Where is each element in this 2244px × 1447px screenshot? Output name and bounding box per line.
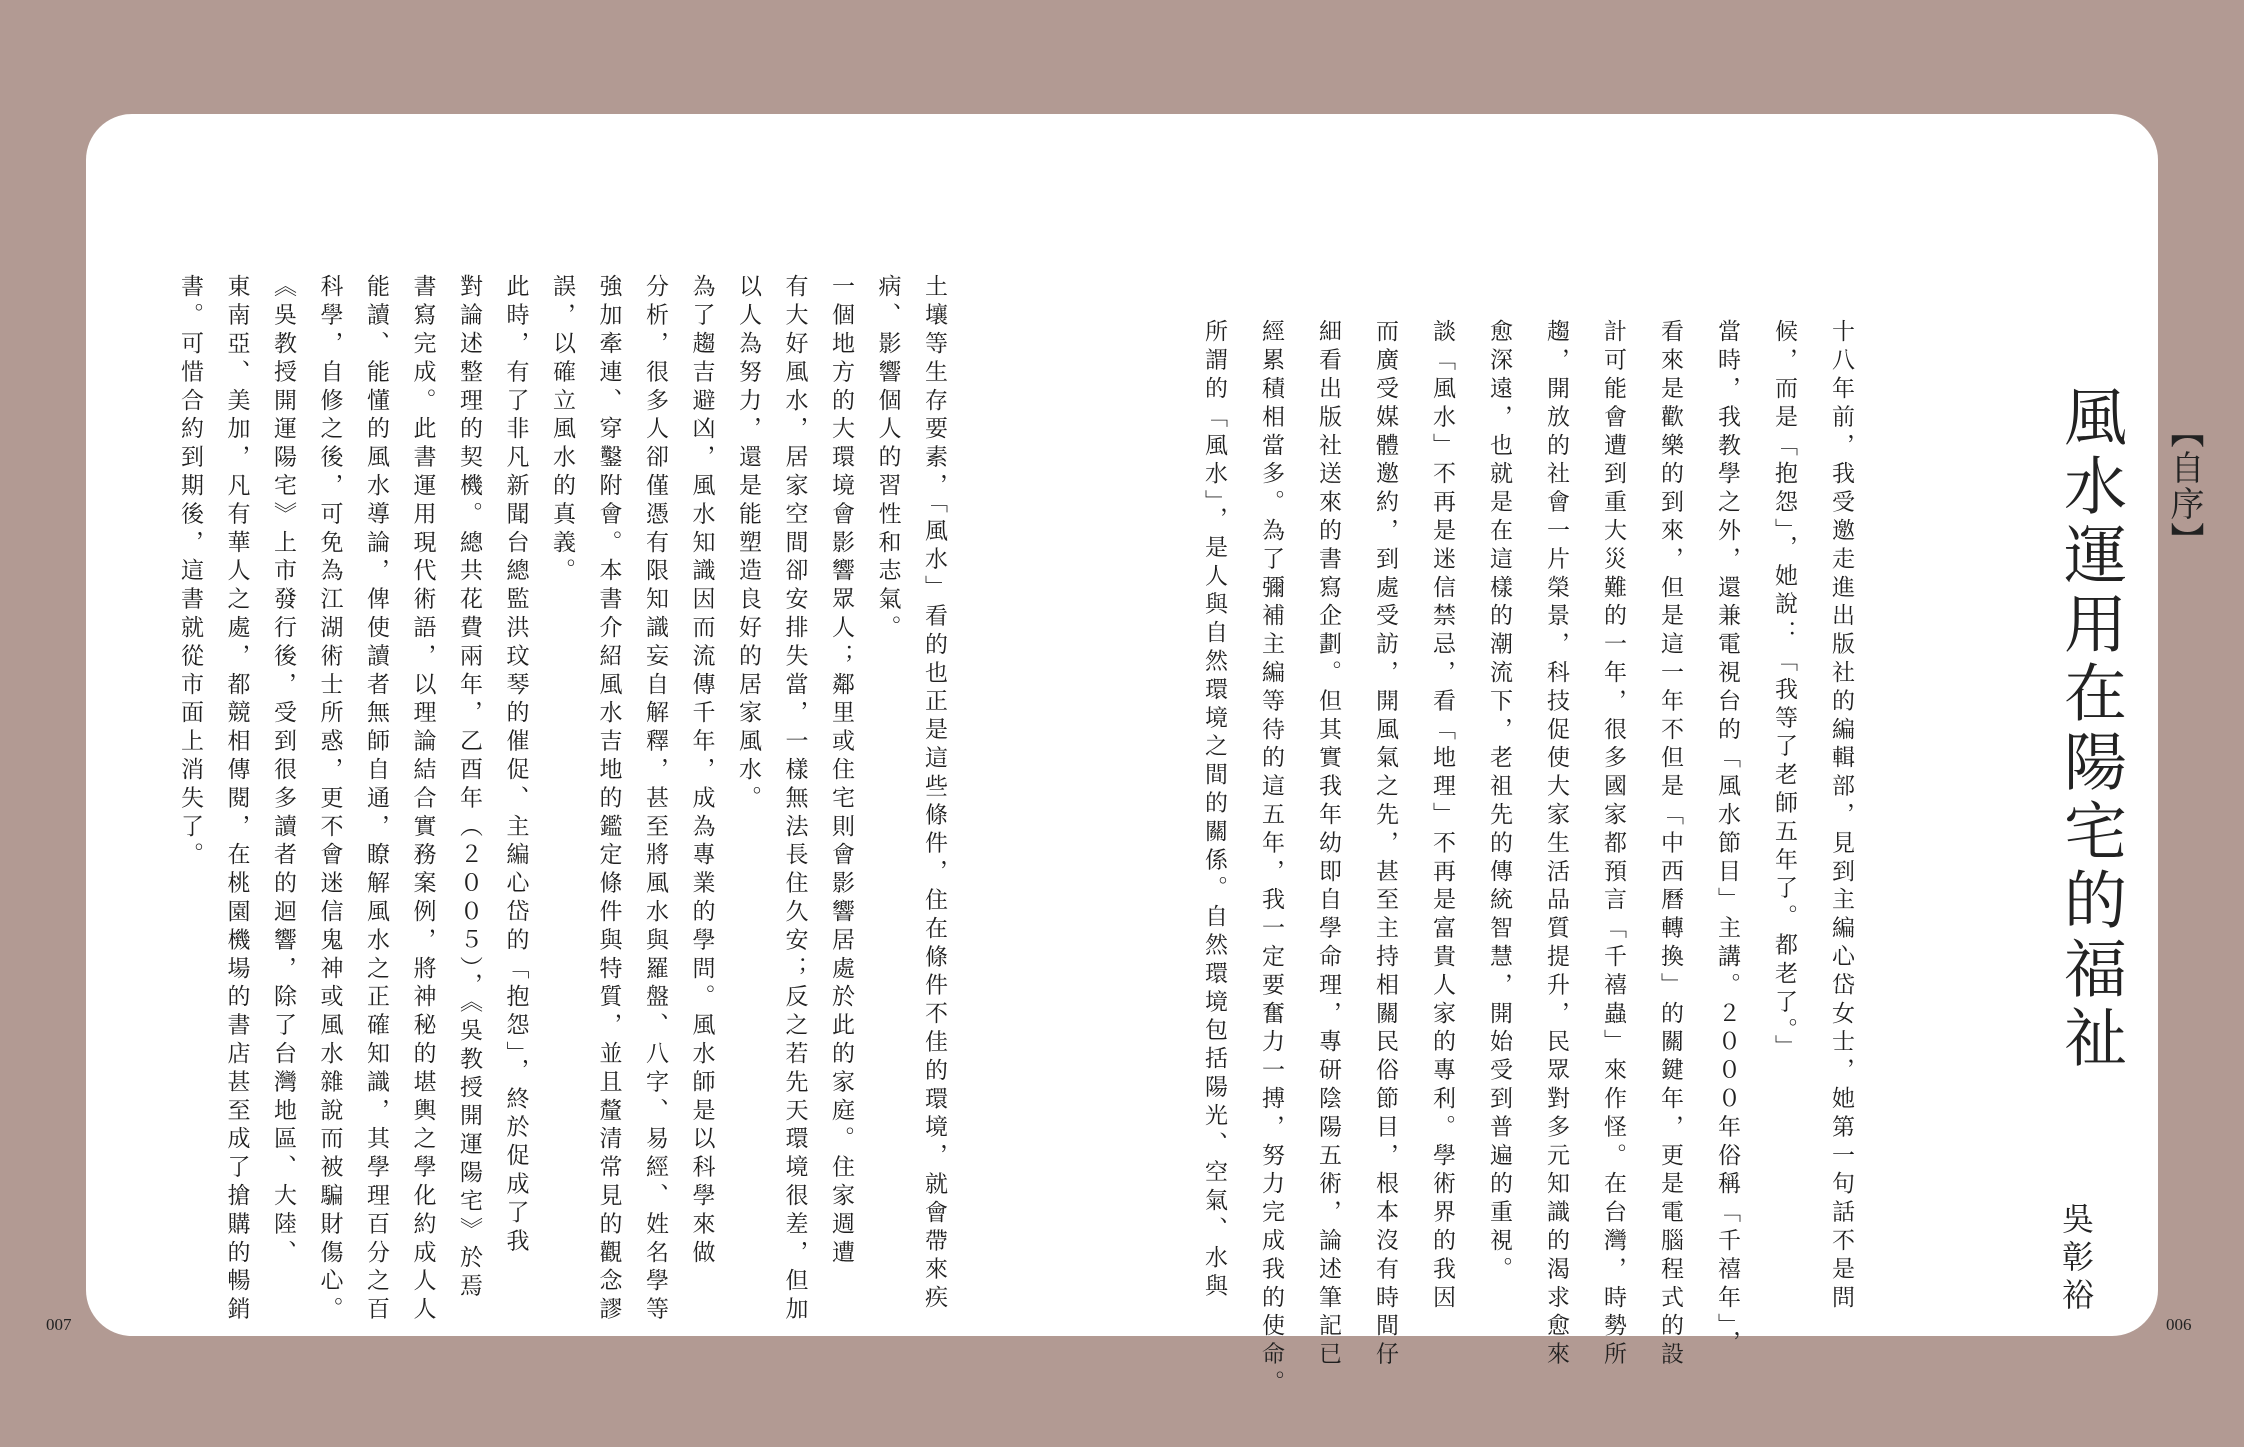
body-column: 病、影響個人的習性和志氣。 xyxy=(874,274,901,644)
body-column: 對論述整理的契機。總共花費兩年，乙酉年（２００５），《吳教授開運陽宅》於焉 xyxy=(456,274,482,1302)
body-column: 強加牽連、穿鑿附會。本書介紹風水吉地的鑑定條件與特質，並且釐清常見的觀念謬 xyxy=(595,274,622,1325)
body-column: 書寫完成。此書運用現代術語，以理論結合實務案例，將神秘的堪輿之學化約成人人 xyxy=(409,274,436,1325)
body-column: 當時，我教學之外，還兼電視台的「風水節目」主講。２０００年俗稱「千禧年」， xyxy=(1714,319,1740,1359)
body-column: 一個地方的大環境會影響眾人；鄰里或住宅則會影響居處於此的家庭。住家週遭 xyxy=(828,274,854,1268)
body-column: 《吳教授開運陽宅》上市發行後，受到很多讀者的迴響，除了台灣地區、大陸、 xyxy=(270,274,296,1268)
body-column: 愈深遠，也就是在這樣的潮流下，老祖先的傳統智慧，開始受到普遍的重視。 xyxy=(1486,319,1512,1285)
body-column: 看來是歡樂的到來，但是這一年不但是「中西曆轉換」的關鍵年，更是電腦程式的設 xyxy=(1657,319,1683,1370)
page-number-left: 007 xyxy=(46,1315,72,1334)
body-column: 候，而是「抱怨」，她說：「我等了老師五年了。都老了。」 xyxy=(1771,319,1797,1063)
body-column: 為了趨吉避凶，風水知識因而流傳千年，成為專業的學問。風水師是以科學來做 xyxy=(688,274,715,1268)
body-column: 趨，開放的社會一片榮景，科技促使大家生活品質提升，民眾對多元知識的渴求愈來 xyxy=(1543,319,1569,1370)
body-column: 有大好風水，居家空間卻安排失當，一樣無法長住久安；反之若先天環境很差，但加 xyxy=(781,274,808,1325)
body-column: 以人為努力，還是能塑造良好的居家風水。 xyxy=(735,274,761,814)
body-column: 東南亞、美加，凡有華人之處，都競相傳閱，在桃園機場的書店甚至成了搶購的暢銷 xyxy=(223,274,250,1325)
body-column: 分析，很多人卻僅憑有限知識妄自解釋，甚至將風水與羅盤、八字、易經、姓名學等 xyxy=(642,274,668,1325)
page-number-right: 006 xyxy=(2166,1315,2192,1334)
body-column: 經累積相當多。為了彌補主編等待的這五年，我一定要奮力一搏，努力完成我的使命。 xyxy=(1258,319,1284,1399)
body-column: 誤，以確立風水的真義。 xyxy=(549,274,575,587)
body-column: 談「風水」不再是迷信禁忌，看「地理」不再是富貴人家的專利。學術界的我因 xyxy=(1429,319,1455,1313)
body-column: 書。可惜合約到期後，這書就從市面上消失了。 xyxy=(177,274,203,871)
body-column: 細看出版社送來的書寫企劃。但其實我年幼即自學命理，專研陰陽五術，論述筆記已 xyxy=(1315,319,1341,1370)
body-column: 十八年前，我受邀走進出版社的編輯部，見到主編心岱女士，她第一句話不是問 xyxy=(1828,319,1854,1313)
body-column: 科學，自修之後，可免為江湖術士所惑，更不會迷信鬼神或風水雜說而被騙財傷心。 xyxy=(316,274,343,1325)
body-column: 土壤等生存要素，「風水」看的也正是這些條件，住在條件不佳的環境，就會帶來疾 xyxy=(921,274,947,1314)
body-column: 能讀、能懂的風水導論，俾使讀者無師自通，瞭解風水之正確知識，其學理百分之百 xyxy=(363,274,389,1325)
body-column: 所謂的「風水」，是人與自然環境之間的關係。自然環境包括陽光、空氣、水與 xyxy=(1201,319,1227,1302)
preface-tag: 【自序】 xyxy=(2164,414,2204,558)
chapter-title: 風水運用在陽宅的福祉 xyxy=(2054,384,2127,1074)
author-name: 吳彰裕 xyxy=(2057,1202,2095,1316)
body-column: 此時，有了非凡新聞台總監洪玟琴的催促、主編心岱的「抱怨」，終於促成了我 xyxy=(502,274,529,1257)
body-column: 計可能會遭到重大災難的一年，很多國家都預言「千禧蟲」來作怪。在台灣，時勢所 xyxy=(1600,319,1626,1370)
body-column: 而廣受媒體邀約，到處受訪，開風氣之先，甚至主持相關民俗節目，根本沒有時間仔 xyxy=(1372,319,1398,1370)
